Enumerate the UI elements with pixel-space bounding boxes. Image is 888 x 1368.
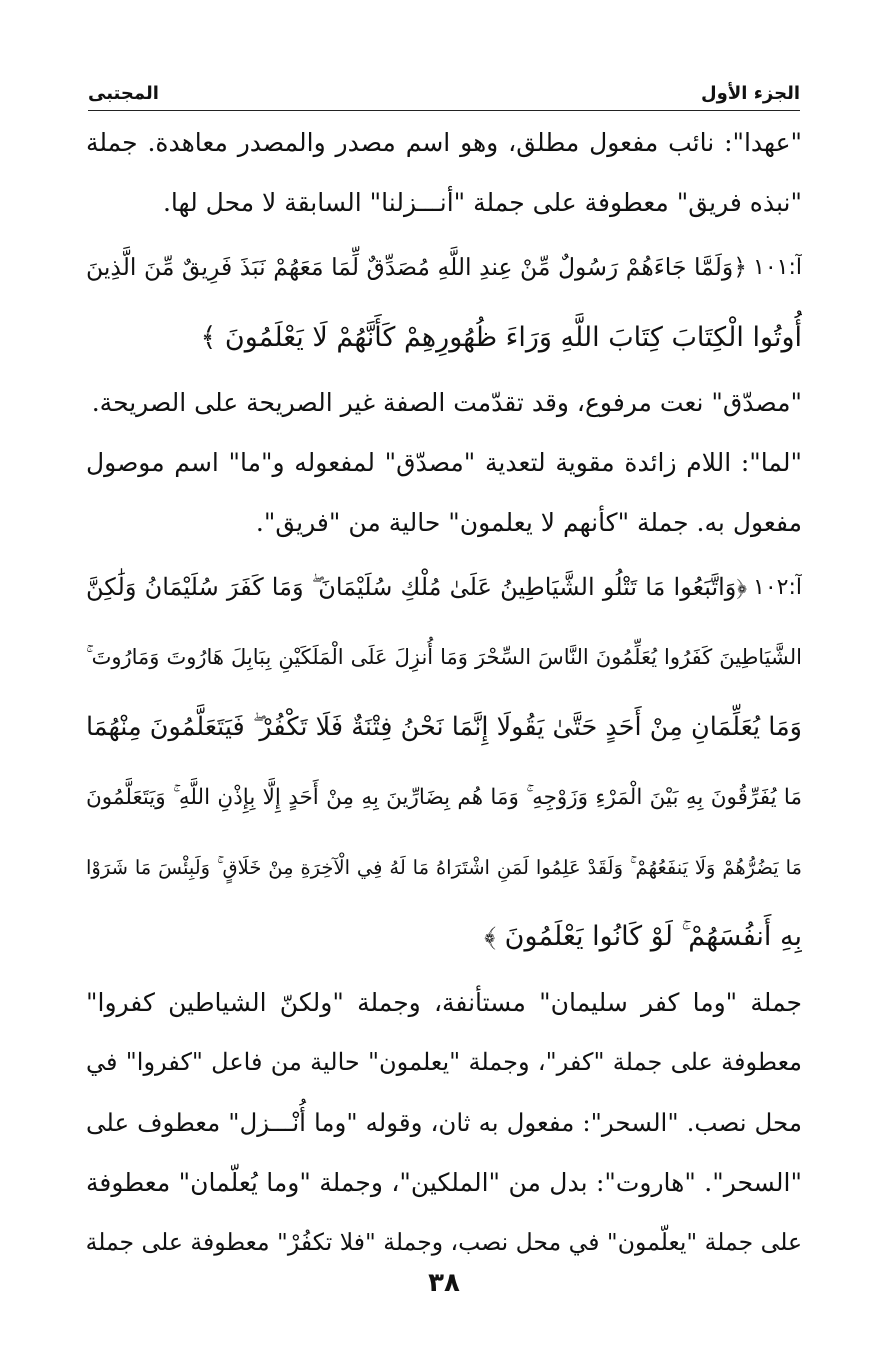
line-text: "نبذه فريق" معطوفة على جملة "أنـــزلنا" السابقة لا محل لها. <box>162 187 802 217</box>
verse-text: ﴿وَاتَّبَعُوا مَا تَتْلُو الشَّيَاطِينُ عَلَىٰ مُلْكِ سُلَيْمَانَ ۖ وَمَا كَفَرَ سُلَيْمَانُ وَلَٰكِنَّ <box>86 573 748 601</box>
verse-text: ﴿وَلَمَّا جَاءَهُمْ رَسُولٌ مِّنْ عِندِ اللَّهِ مُصَدِّقٌ لِّمَا مَعَهُمْ نَبَذَ فَرِيقٌ مِّنَ الَّذِينَ <box>86 253 748 281</box>
verse-number: آ:١٠١ <box>753 254 802 280</box>
verse-line <box>86 762 802 832</box>
text-line <box>86 972 802 1032</box>
book-title: المجتبى <box>88 82 159 104</box>
verse-text: وَمَا يُعَلِّمَانِ مِنْ أَحَدٍ حَتَّىٰ يَقُولَا إِنَّمَا نَحْنُ فِتْنَةٌ فَلَا تَكْفُرْ ۖ فَيَتَعَلَّمُونَ مِنْهُمَا <box>86 711 802 742</box>
page-body <box>86 112 802 1272</box>
text-line <box>86 1212 802 1272</box>
line-text: "عهدا": نائب مفعول مطلق، وهو اسم مصدر والمصدر معاهدة. جملة <box>86 127 802 157</box>
verse-line <box>86 232 802 302</box>
verse-line <box>86 832 802 902</box>
text-line <box>86 112 802 172</box>
line-text: "لما": اللام زائدة مقوية لتعدية "مصدّق" لمفعوله و"ما" اسم موصول <box>86 447 802 477</box>
verse-line <box>86 692 802 762</box>
verse-text: مَا يُفَرِّقُونَ بِهِ بَيْنَ الْمَرْءِ وَزَوْجِهِ ۚ وَمَا هُم بِضَارِّينَ بِهِ مِنْ أَحَدٍ إِلَّا بِإِذْنِ اللَّهِ ۚ وَيَتَعَلَّمُونَ <box>86 784 802 810</box>
line-text: جملة "وما كفر سليمان" مستأنفة، وجملة "ولكنّ الشياطين كفروا" <box>86 987 802 1017</box>
line-text: على جملة "يعلّمون" في محل نصب، وجملة "فلا تكفُرْ" معطوفة على جملة <box>86 1228 802 1256</box>
verse-text: أُوتُوا الْكِتَابَ كِتَابَ اللَّهِ وَرَاءَ ظُهُورِهِمْ كَأَنَّهُمْ لَا يَعْلَمُونَ ﴾ <box>200 321 802 353</box>
text-line <box>86 1032 802 1092</box>
text-line <box>86 372 802 432</box>
verse-text: الشَّيَاطِينَ كَفَرُوا يُعَلِّمُونَ النَّاسَ السِّحْرَ وَمَا أُنزِلَ عَلَى الْمَلَكَيْنِ بِبَابِلَ هَارُوتَ وَمَارُوتَ ۚ <box>86 644 802 669</box>
line-text: مفعول به. جملة "كأنهم لا يعلمون" حالية من "فريق". <box>255 507 802 537</box>
verse-line <box>86 622 802 692</box>
line-text: معطوفة على جملة "كفر"، وجملة "يعلمون" حالية من فاعل "كفروا" في <box>86 1048 802 1076</box>
verse-line <box>86 302 802 372</box>
verse-text: بِهِ أَنفُسَهُمْ ۚ لَوْ كَانُوا يَعْلَمُونَ ﴾ <box>484 921 802 952</box>
line-text: "مصدّق" نعت مرفوع، وقد تقدّمت الصفة غير الصريحة على الصريحة. <box>91 387 802 417</box>
text-line <box>86 432 802 492</box>
text-line <box>86 1152 802 1212</box>
text-line <box>86 1092 802 1152</box>
verse-text: مَا يَضُرُّهُمْ وَلَا يَنفَعُهُمْ ۚ وَلَقَدْ عَلِمُوا لَمَنِ اشْتَرَاهُ مَا لَهُ فِي الْآخِرَةِ مِنْ خَلَاقٍ ۚ وَلَبِئْسَ مَا شَرَوْا <box>86 855 802 879</box>
page-header <box>88 76 800 111</box>
part-title: الجزء الأول <box>701 82 800 104</box>
line-text: محل نصب. "السحر": مفعول به ثان، وقوله "وما أُنْـــزل" معطوف على <box>86 1107 802 1137</box>
text-line <box>86 172 802 232</box>
page-number: ٣٨ <box>428 1268 460 1298</box>
text-line <box>86 492 802 552</box>
line-text: "السحر". "هاروت": بدل من "الملكين"، وجملة "وما يُعلّمان" معطوفة <box>86 1167 802 1197</box>
verse-number: آ:١٠٢ <box>753 574 802 600</box>
verse-line <box>86 902 802 972</box>
verse-line <box>86 552 802 622</box>
